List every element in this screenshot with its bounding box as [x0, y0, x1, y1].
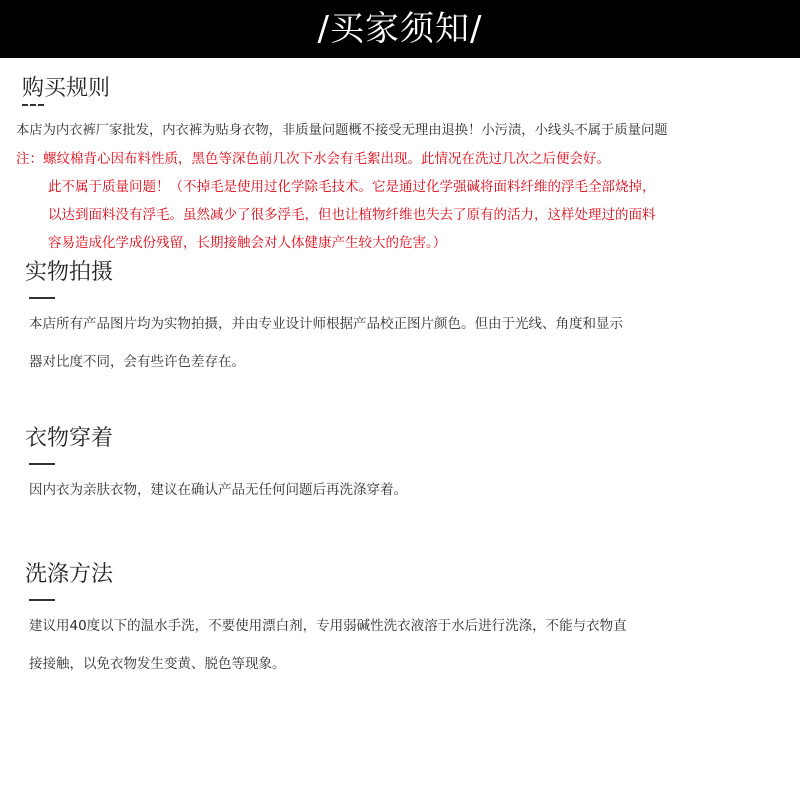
purchase-rules-text: 本店为内衣裤厂家批发，内衣裤为贴身衣物，非质量问题概不接受无理由退换！小污渍，小线头不属于质量问题 [16, 123, 668, 138]
wearing-text: 因内衣为亲肤衣物，建议在确认产品无任何问题后再洗涤穿着。 [29, 482, 407, 498]
quality-note-line-3: 以达到面料没有浮毛。虽然减少了很多浮毛，但也让植物纤维也失去了原有的活力，这样处理过的面料 [48, 207, 656, 223]
purchase-rules-heading: 购买规则 [22, 76, 111, 101]
photo-text-line-1: 本店所有产品图片均为实物拍摄，并由专业设计师根据产品校正图片颜色。但由于光线、角度和显示 [29, 316, 623, 332]
washing-heading: 洗涤方法 [25, 562, 114, 587]
washing-underline [29, 599, 55, 601]
quality-note-line-2: 此不属于质量问题！（不掉毛是使用过化学除毛技术。它是通过化学强碱将面料纤维的浮毛全部烧掉， [48, 179, 656, 195]
quality-note-line-4: 容易造成化学成份残留，长期接触会对人体健康产生较大的危害。） [48, 235, 447, 251]
washing-text-line-2: 接接触，以免衣物发生变黄、脱色等现象。 [29, 656, 286, 672]
quality-note-line-1: 注：螺纹棉背心因布料性质，黑色等深色前几次下水会有毛絮出现。此情况在洗过几次之后便会好。 [16, 151, 610, 167]
purchase-rules-underline [22, 104, 44, 106]
wearing-heading: 衣物穿着 [25, 426, 114, 451]
washing-text-line-1: 建议用40度以下的温水手洗，不要使用漂白剂，专用弱碱性洗衣液溶于水后进行洗涤，不能与衣物直 [29, 618, 627, 634]
banner-title: /买家须知/ [317, 9, 483, 49]
wearing-underline [29, 463, 55, 465]
photo-text-line-2: 器对比度不同，会有些许色差存在。 [29, 354, 245, 370]
photo-underline [29, 297, 55, 299]
photo-heading: 实物拍摄 [25, 260, 114, 285]
title-banner [0, 0, 800, 58]
